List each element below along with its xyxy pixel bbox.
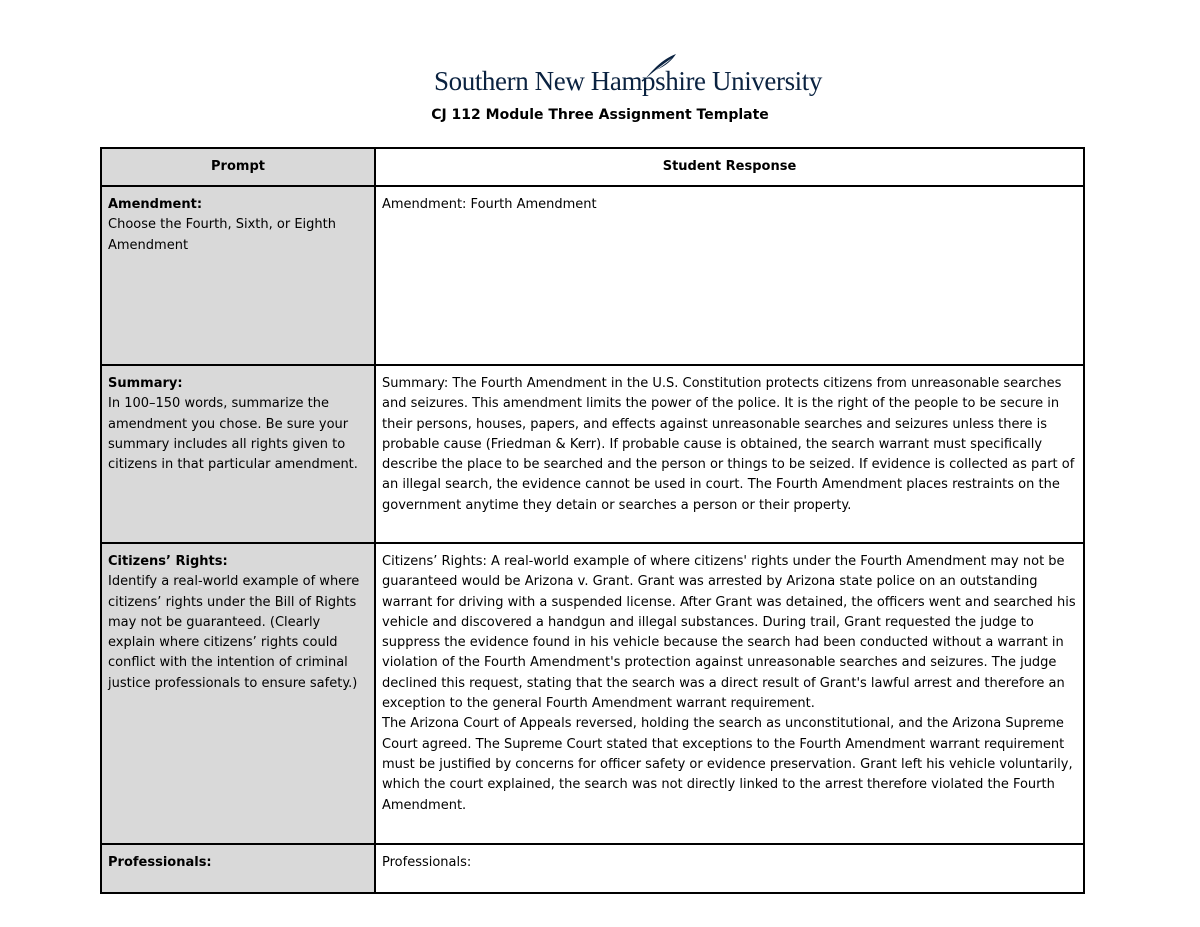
table-row-amendment: [101, 186, 1084, 365]
university-logo: [434, 66, 822, 96]
prompt-body: In 100–150 words, summarize the amendment you chose. Be sure your summary includes all rights given to citizens in that particular amendment.: [108, 396, 358, 473]
prompt-body: Choose the Fourth, Sixth, or Eighth Amendment: [108, 217, 336, 253]
response-text: Professionals:: [382, 855, 472, 870]
table-row-summary: [101, 365, 1084, 543]
response-text: Summary: The Fourth Amendment in the U.S. Constitution protects citizens from unreasonable searches and seizures. This amendment limits the power of the police. It is the right of the people to be secure in their persons, houses, papers, and effects against unreasonable searches and seizures unless there is probable cause (Friedman & Kerr). If probable cause is obtained, the search warrant must specifically describe the place to be searched and the person or things to be seized. If evidence is collected as part of an illegal search, the evidence cannot be used in court. The Fourth Amendment places restraints on the government anytime they detain or searches a person or their property.: [382, 376, 1075, 513]
prompt-cell: [101, 365, 375, 543]
prompt-title: Summary:: [108, 376, 183, 391]
prompt-title: Amendment:: [108, 197, 203, 212]
response-text: Citizens’ Rights: A real-world example of where citizens' rights under the Fourth Amendment may not be guaranteed would be Arizona v. Grant. Grant was arrested by Arizona state police on an outstanding warrant for driving with a suspended license. After Grant was detained, the officers went and searched his vehicle and discovered a handgun and illegal substances. During trail, Grant requested the judge to suppress the evidence found in his vehicle because the search had been conducted without a warrant in violation of the Fourth Amendment's protection against unreasonable searches and seizures. The judge declined this request, stating that the search was a direct result of Grant's lawful arrest and therefore an exception to the general Fourth Amendment warrant requirement.: [382, 554, 1076, 712]
response-cell[interactable]: [375, 844, 1084, 893]
document-title: CJ 112 Module Three Assignment Template: [431, 107, 769, 123]
prompt-cell: [101, 844, 375, 893]
response-cell[interactable]: [375, 365, 1084, 543]
response-cell[interactable]: [375, 543, 1084, 844]
table-row-citizens-rights: [101, 543, 1084, 844]
table-row-professionals: [101, 844, 1084, 893]
prompt-cell: [101, 543, 375, 844]
response-text: Amendment: Fourth Amendment: [382, 197, 597, 212]
prompt-cell: [101, 186, 375, 365]
response-cell[interactable]: [375, 186, 1084, 365]
assignment-table: [100, 147, 1085, 894]
prompt-body: Identify a real-world example of where citizens’ rights under the Bill of Rights may not be guaranteed. (Clearly explain where citizens’ rights could conflict with the intention of criminal justice professionals to ensure safety.): [108, 574, 360, 691]
response-column-header: Student Response: [375, 148, 1084, 186]
university-wordmark: Southern New Hampshire University: [434, 66, 822, 96]
table-header-row: [101, 148, 1084, 186]
quill-feather-icon: [639, 52, 679, 82]
prompt-title: Professionals:: [108, 855, 212, 870]
prompt-column-header: Prompt: [101, 148, 375, 186]
prompt-title: Citizens’ Rights:: [108, 554, 228, 569]
response-text: The Arizona Court of Appeals reversed, holding the search as unconstitutional, and the Arizona Supreme Court agreed. The Supreme Court stated that exceptions to the Fourth Amendment warrant requirement must be justified by concerns for officer safety or evidence preservation. Grant left his vehicle voluntarily, which the court explained, the search was not directly linked to the arrest therefore violated the Fourth Amendment.: [382, 716, 1073, 813]
